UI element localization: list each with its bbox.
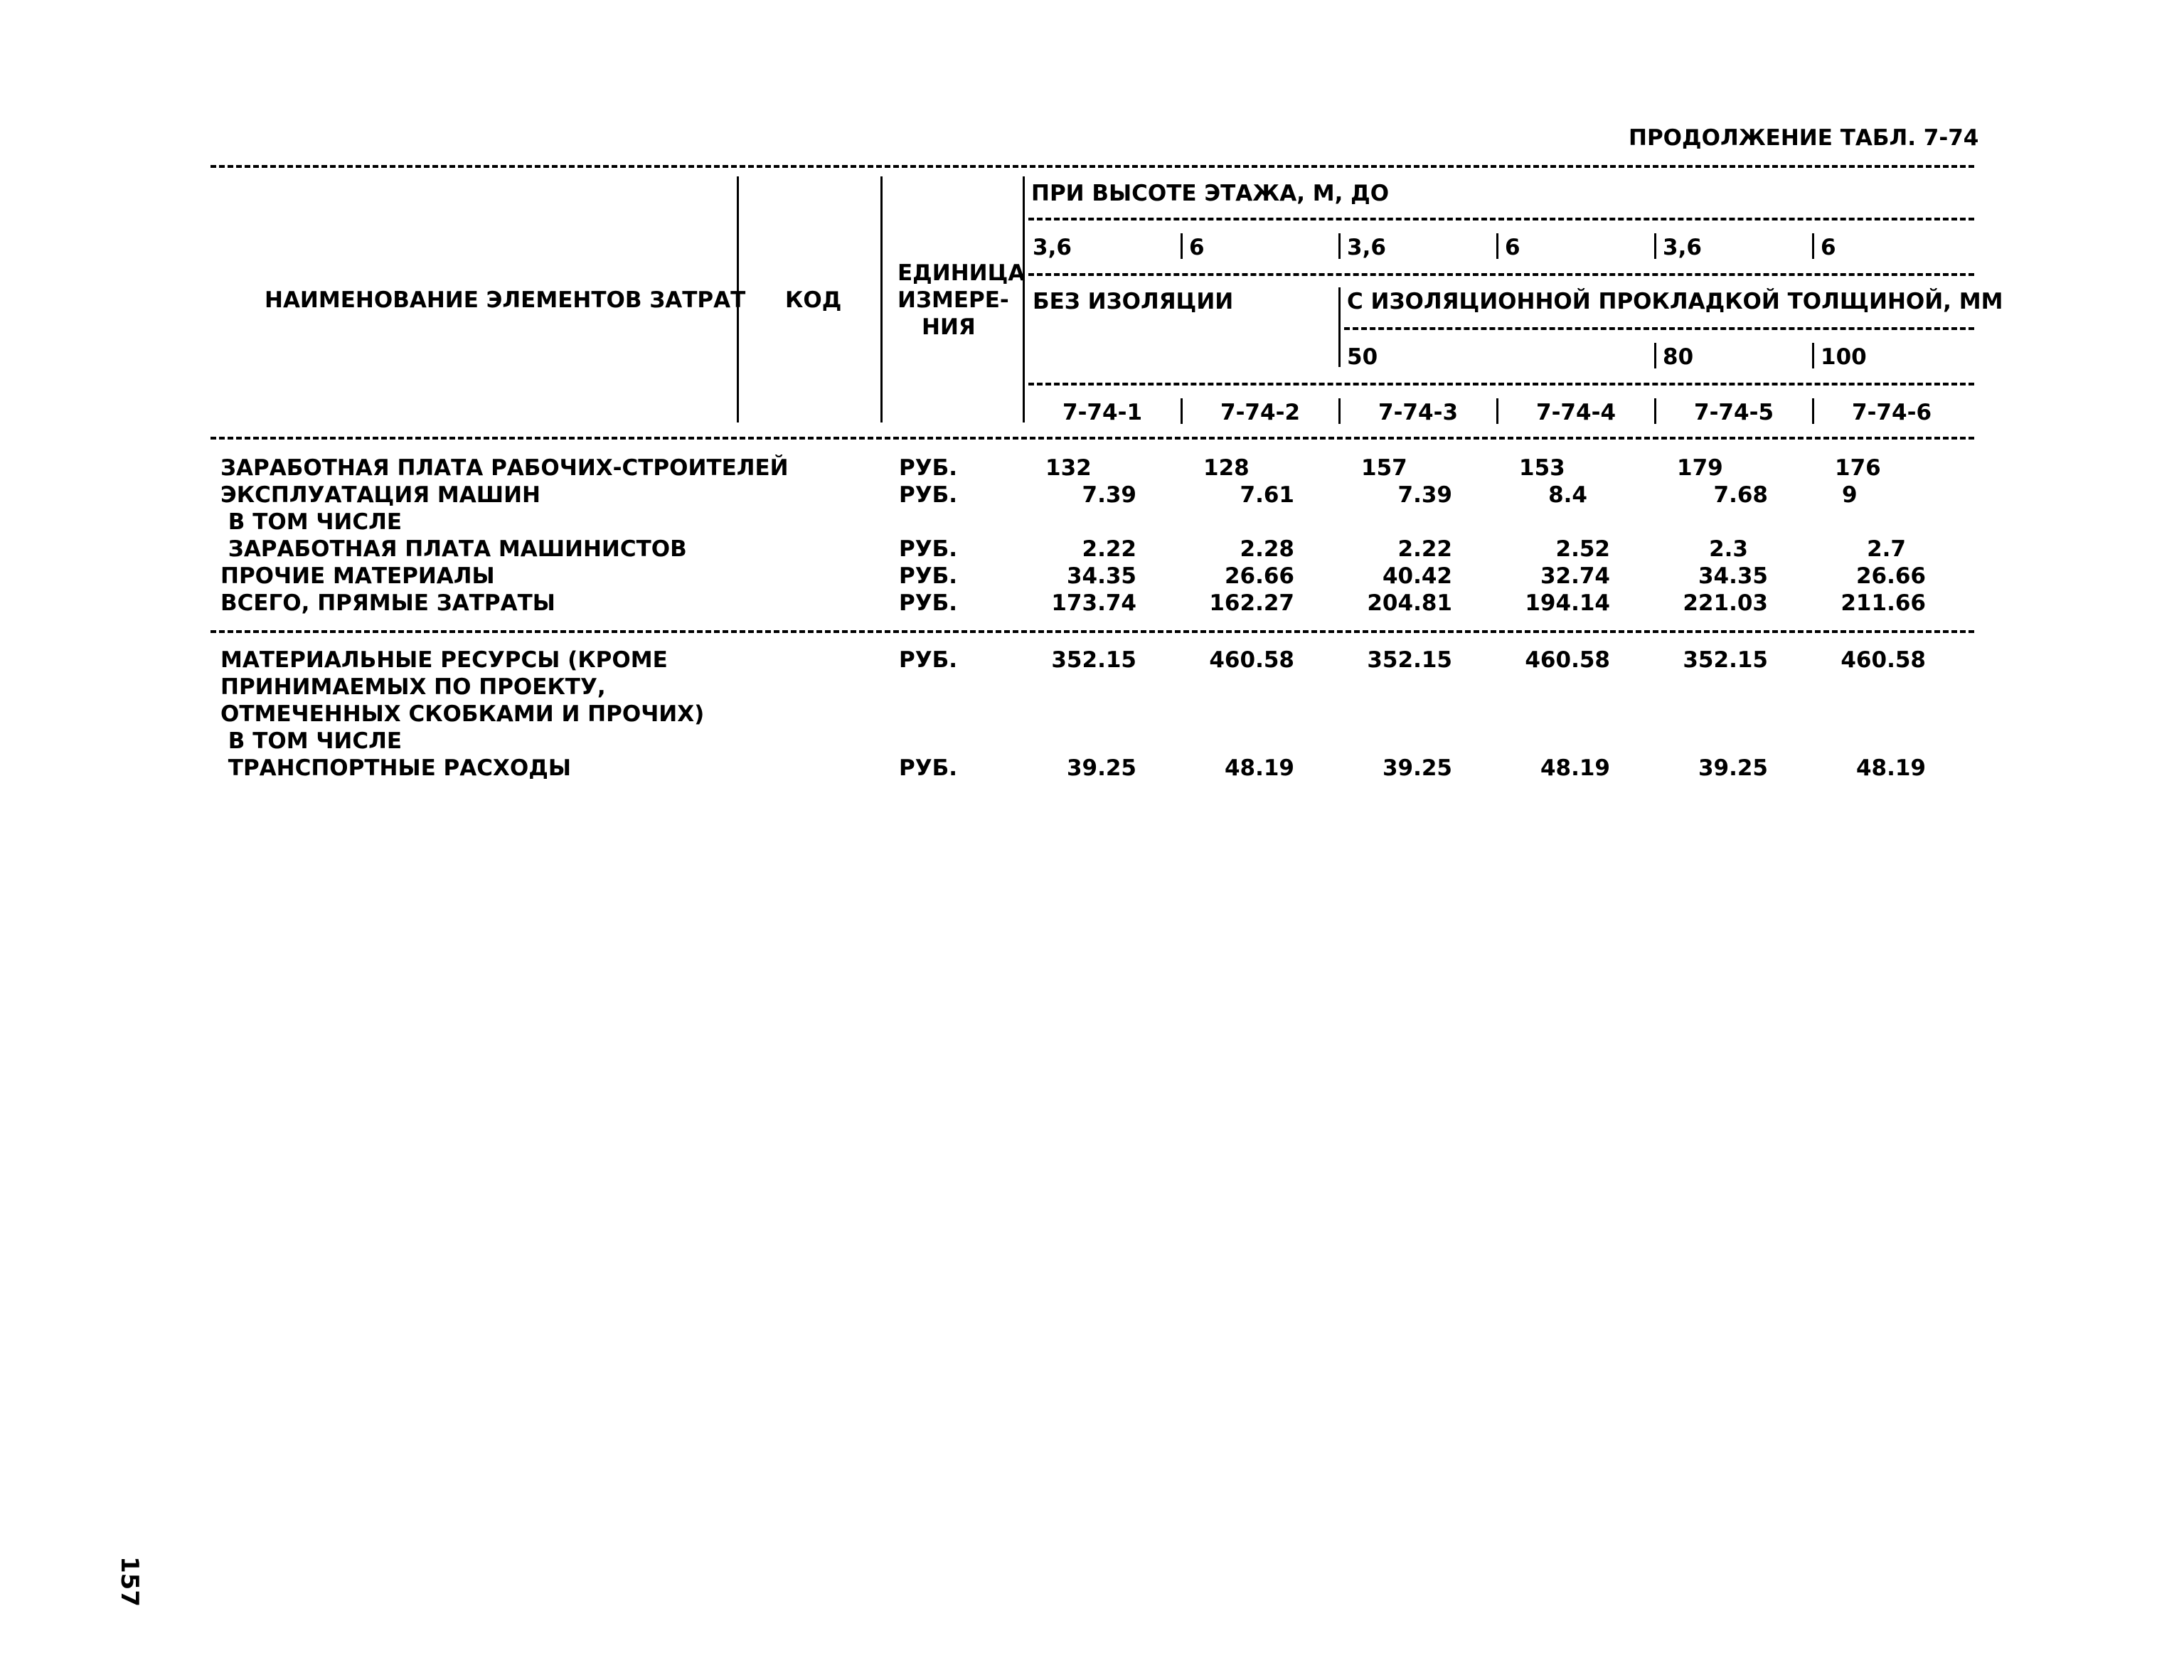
row-unit: РУБ. [899, 455, 958, 481]
cell: 162.27 [1209, 590, 1294, 616]
cell: 40.42 [1382, 563, 1452, 589]
rule-h2 [1028, 273, 1974, 276]
table-caption: ПРОДОЛЖЕНИЕ ТАБЛ. 7-74 [1629, 125, 1979, 151]
sep-c3 [1338, 398, 1341, 424]
sep-insulation [1338, 287, 1341, 367]
cell: 194.14 [1525, 590, 1610, 616]
sep-unit-values [1023, 176, 1025, 422]
rule-h4 [1028, 383, 1974, 386]
code-2: 7-74-2 [1220, 400, 1301, 425]
sep-h5 [1654, 233, 1656, 259]
row-name: ЗАРАБОТНАЯ ПЛАТА МАШИНИСТОВ [220, 536, 687, 562]
row-unit: РУБ. [899, 536, 958, 562]
cell: 2.7 [1867, 536, 1906, 562]
row-name: ПРИНИМАЕМЫХ ПО ПРОЕКТУ, [220, 674, 606, 700]
cell: 176 [1835, 455, 1881, 481]
row-name: МАТЕРИАЛЬНЫЕ РЕСУРСЫ (КРОМЕ [220, 647, 668, 673]
row-unit: РУБ. [899, 647, 958, 673]
cell: 32.74 [1540, 563, 1610, 589]
row-name: В ТОМ ЧИСЛЕ [220, 509, 403, 535]
sep-t2 [1654, 343, 1656, 368]
cell: 7.39 [1082, 482, 1136, 508]
row-name: ПРОЧИЕ МАТЕРИАЛЫ [220, 563, 495, 589]
cell: 2.22 [1397, 536, 1452, 562]
rule-h3 [1344, 327, 1974, 330]
code-6: 7-74-6 [1852, 400, 1932, 425]
cell: 48.19 [1224, 755, 1294, 781]
sep-h2 [1181, 233, 1183, 259]
row-name: ВСЕГО, ПРЯМЫЕ ЗАТРАТЫ [220, 590, 555, 616]
cell: 34.35 [1066, 563, 1136, 589]
cell: 2.52 [1555, 536, 1610, 562]
row-name: ОТМЕЧЕННЫХ СКОБКАМИ И ПРОЧИХ) [220, 701, 705, 727]
height-4: 6 [1505, 235, 1520, 260]
cell: 460.58 [1525, 647, 1610, 673]
row-unit: РУБ. [899, 755, 958, 781]
cell: 48.19 [1540, 755, 1610, 781]
row-name: ЗАРАБОТНАЯ ПЛАТА РАБОЧИХ-СТРОИТЕЛЕЙ [220, 455, 789, 481]
header-code: КОД [785, 287, 842, 313]
cell: 221.03 [1683, 590, 1768, 616]
cell: 39.25 [1066, 755, 1136, 781]
header-unit-2: ИЗМЕРЕ- [897, 287, 1009, 313]
cell: 8.4 [1548, 482, 1587, 508]
section-rule [211, 630, 1974, 633]
cell: 179 [1677, 455, 1723, 481]
header-with-insulation: С ИЗОЛЯЦИОННОЙ ПРОКЛАДКОЙ ТОЛЩИНОЙ, ММ [1347, 289, 2003, 314]
row-unit: РУБ. [899, 563, 958, 589]
thickness-3: 100 [1821, 344, 1867, 370]
cell: 7.39 [1397, 482, 1452, 508]
height-2: 6 [1189, 235, 1205, 260]
cell: 2.28 [1240, 536, 1294, 562]
height-1: 3,6 [1033, 235, 1072, 260]
cell: 211.66 [1841, 590, 1926, 616]
sep-h4 [1496, 233, 1498, 259]
cell: 352.15 [1683, 647, 1768, 673]
header-unit-1: ЕДИНИЦА [897, 260, 1026, 286]
row-unit: РУБ. [899, 482, 958, 508]
code-1: 7-74-1 [1062, 400, 1143, 425]
cell: 352.15 [1051, 647, 1136, 673]
cell: 128 [1203, 455, 1250, 481]
sep-c4 [1496, 398, 1498, 424]
top-rule [211, 165, 1974, 168]
cell: 173.74 [1051, 590, 1136, 616]
header-floor-height: ПРИ ВЫСОТЕ ЭТАЖА, М, ДО [1031, 181, 1390, 206]
height-3: 3,6 [1347, 235, 1386, 260]
cell: 157 [1361, 455, 1407, 481]
cell: 460.58 [1209, 647, 1294, 673]
cell: 352.15 [1367, 647, 1452, 673]
sep-code-unit [880, 176, 883, 422]
cell: 2.22 [1082, 536, 1136, 562]
cell: 7.61 [1240, 482, 1294, 508]
cell: 39.25 [1382, 755, 1452, 781]
cell: 153 [1519, 455, 1565, 481]
cell: 204.81 [1367, 590, 1452, 616]
header-bottom-rule [211, 437, 1974, 440]
row-name: ТРАНСПОРТНЫЕ РАСХОДЫ [220, 755, 571, 781]
header-name: НАИМЕНОВАНИЕ ЭЛЕМЕНТОВ ЗАТРАТ [265, 287, 746, 313]
thickness-1: 50 [1347, 344, 1378, 370]
page-number: 157 [115, 1556, 144, 1607]
row-unit: РУБ. [899, 590, 958, 616]
rule-h1 [1028, 218, 1974, 220]
code-3: 7-74-3 [1378, 400, 1459, 425]
code-5: 7-74-5 [1694, 400, 1774, 425]
sep-t3 [1812, 343, 1814, 368]
cell: 2.3 [1709, 536, 1748, 562]
row-name: В ТОМ ЧИСЛЕ [220, 728, 403, 754]
cell: 26.66 [1855, 563, 1926, 589]
sep-h3 [1338, 233, 1341, 259]
height-6: 6 [1821, 235, 1836, 260]
sep-h6 [1812, 233, 1814, 259]
cell: 34.35 [1698, 563, 1768, 589]
cell: 9 [1842, 482, 1858, 508]
header-no-insulation: БЕЗ ИЗОЛЯЦИИ [1033, 289, 1234, 314]
header-unit-3: НИЯ [922, 314, 976, 340]
height-5: 3,6 [1663, 235, 1702, 260]
sep-c2 [1181, 398, 1183, 424]
code-4: 7-74-4 [1536, 400, 1616, 425]
thickness-2: 80 [1663, 344, 1694, 370]
sep-c5 [1654, 398, 1656, 424]
cell: 26.66 [1224, 563, 1294, 589]
sep-c6 [1812, 398, 1814, 424]
cell: 132 [1045, 455, 1092, 481]
cell: 460.58 [1841, 647, 1926, 673]
cell: 39.25 [1698, 755, 1768, 781]
cell: 48.19 [1855, 755, 1926, 781]
cell: 7.68 [1713, 482, 1768, 508]
row-name: ЭКСПЛУАТАЦИЯ МАШИН [220, 482, 540, 508]
